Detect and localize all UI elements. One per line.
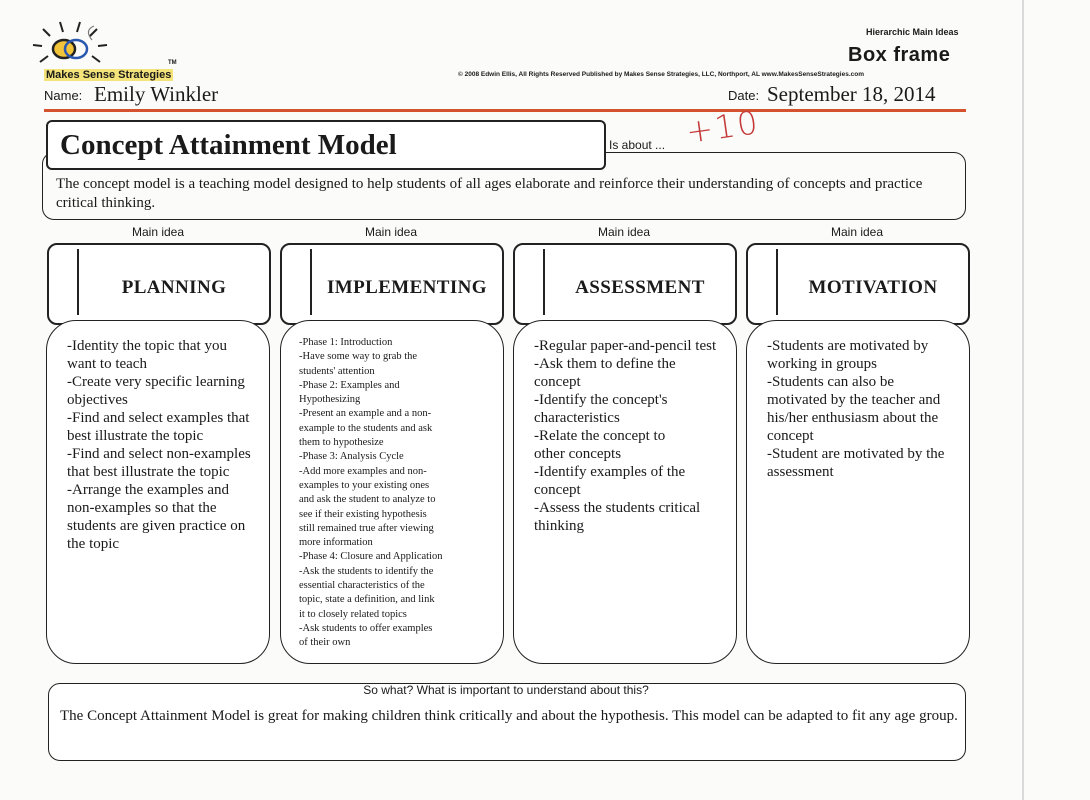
copyright-notice: © 2008 Edwin Ellis, All Rights Reserved Published by Makes Sense Strategies, LLC, Northport, AL www.MakesSenseStrategies.com [458,71,864,78]
details-text: -Students are motivated by working in groups -Students can also be motivated by the teacher and his/her enthusiasm about the concept -Student are motivated by the assessment [767,338,945,480]
topic-title: Concept Attainment Model [60,129,397,161]
is-about-label: Is about ... [609,138,666,152]
details-text: -Phase 1: Introduction -Have some way to grab the students' attention -Phase 2: Examples and Hypothesizing -Present an example and a non- example to the students and ask them to hypothesize -Phase 3: Analysis Cycle -Add more examples and non- examples to your existing ones and ask the student to analyze to see if their existing hypothesis still remained true after viewing more information -Phase 4: Closure and Application -Ask the students to identify the essential characteristics of the topic, state a definition, and link it to closely related topics -Ask students to offer examples of their own [299,337,443,649]
brand-name: Makes Sense Strategies [46,69,172,81]
main-idea-label: Main idea [364,225,418,239]
main-idea-box-motivation [746,243,970,325]
header-divider [44,109,966,112]
date-label: Date: [728,88,760,103]
main-idea-title: ASSESSMENT [575,277,705,298]
name-label: Name: [44,88,83,103]
details-text: -Identity the topic that you want to teach -Create very specific learning objectives -Find and select examples that best illustrate the topic -Find and select non-examples that best illustrate the topic -Arrange the examples and non-examples so that the students are given practice on the topic [67,338,251,552]
main-idea-label: Main idea [131,225,185,239]
details-box-motivation [746,320,970,664]
so-what-label: So what? What is important to understand about this? [363,683,649,697]
main-idea-box-implementing [280,243,504,325]
trademark-mark: TM [168,60,177,66]
topic-title-box [46,120,606,170]
main-idea-title: IMPLEMENTING [327,277,487,298]
scan-edge [1022,0,1024,800]
series-title: Hierarchic Main Ideas [866,27,959,37]
student-name: Emily Winkler [94,82,219,106]
main-idea-label: Main idea [830,225,884,239]
so-what-text: The Concept Attainment Model is great for making children think critically and about the hypothesis. This model can be adapted to fit any age group. [60,708,958,724]
details-box-planning [46,320,270,664]
date-value: September 18, 2014 [767,82,936,106]
main-idea-title: PLANNING [121,277,227,298]
details-box-implementing [280,320,504,664]
main-idea-box-assessment [513,243,737,325]
details-box-assessment [513,320,737,664]
frame-title: Box frame [848,44,951,66]
details-text: -Regular paper-and-pencil test -Ask them to define the concept -Identify the concept's characteristics -Relate the concept to other concepts -Identify examples of the concept -Assess the students critical thinking [534,338,717,534]
main-idea-title: MOTIVATION [808,277,938,298]
grade-mark: +10 [683,103,762,151]
main-idea-label: Main idea [597,225,651,239]
main-idea-box-planning [47,243,271,325]
is-about-text: The concept model is a teaching model designed to help students of all ages elaborate and reinforce their understanding of concepts and practice critical thinking. [56,176,923,211]
